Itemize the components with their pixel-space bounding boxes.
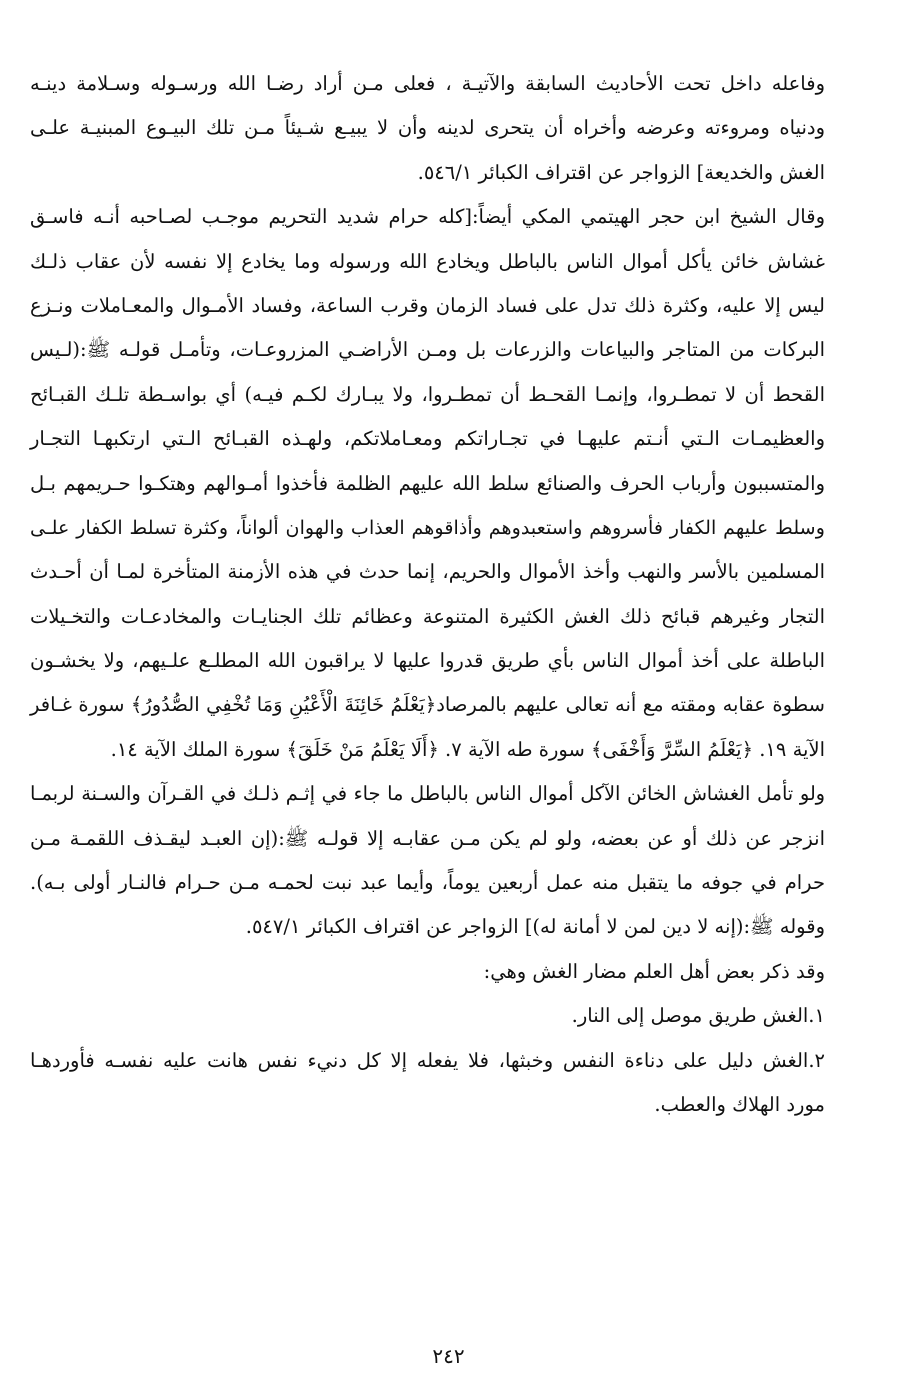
body-text <box>30 62 825 1127</box>
text-line: ولو تأمل الغشاش الخائن الآكل أموال الناس بالباطل ما جاء في إثـم ذلـك في القـرآن والسـنة لربمـا <box>30 782 825 806</box>
text-line: وسلط عليهم الكفار فأسروهم واستعبدوهم وأذاقوهم العذاب والهوان ألواناً، وكثرة تسلط الكفار علـى <box>30 515 825 539</box>
text-line: ودنياه ومروءته وعرضه وأخراه أن يتحرى لدينه وأن لا يبيـع شـيئاً مـن تلك البيـوع المبنيـة علـى <box>30 116 825 140</box>
text-line: وقد ذكر بعض أهل العلم مضار الغش وهي: <box>483 959 825 983</box>
text-line: المسلمين بالأسر والنهب وأخذ الأموال والحريم، إنما حدث في هذه الأزمنة المتأخرة لمـا أن أحـدث <box>30 560 825 584</box>
text-line: مورد الهلاك والعطب. <box>654 1092 825 1116</box>
text-line: والعظيمـات الـتي أنـتم عليهـا في تجـاراتكم ومعـاملاتكم، ولهـذه القبـائح الـتي ارتكبهـا التجـار <box>30 427 825 451</box>
text-line: والمتسببون وأرباب الحرف والصنائع سلط الله عليهم الظلمة فأخذوا أمـوالهم وهتكـوا حـريمهم بـل <box>30 471 825 495</box>
text-line: الغش والخديعة] الزواجر عن اقتراف الكبائر ٥٤٦/١. <box>417 160 825 184</box>
text-line: البركات من المتاجر والبياعات والزرعات بل ومـن الأراضـي المزروعـات، وتأمـل قولـه ﷺ:(لـيس <box>30 338 825 362</box>
list-item: ٢.الغش دليل على دناءة النفس وخبثها، فلا يفعله إلا كل دنيء نفس هانت عليه نفسـه فأوردهـا <box>30 1048 825 1072</box>
text-line: وفاعله داخل تحت الأحاديث السابقة والآتيـة ، فعلى مـن أراد رضـا الله ورسـوله وسـلامة دينـه <box>30 72 825 95</box>
text-line: وقال الشيخ ابن حجر الهيتمي المكي أيضاً:[كله حرام شديد التحريم موجـب لصـاحبه أنـه فاسـق <box>30 205 825 229</box>
text-line: غشاش خائن يأكل أموال الناس بالباطل ويخادع الله ورسوله وما يخادع إلا نفسه لأن عقاب ذلـك <box>30 249 825 273</box>
text-line: القحط أن لا تمطـروا، وإنمـا القحـط أن تمطـروا، ولا يبـارك لكـم فيـه) أي بواسـطة تلـك القبـائح <box>30 382 825 406</box>
text-line: وقوله ﷺ:(إنه لا دين لمن لا أمانة له)] الزواجر عن اقتراف الكبائر ٥٤٧/١. <box>245 915 825 939</box>
text-line: سطوة عقابه ومقته مع أنه تعالى عليهم بالمرصاد﴿يَعْلَمُ خَائِنَةَ الْأَعْيُنِ وَمَا تُخْفِي الصُّدُورُ﴾ سورة غـافر <box>30 693 825 717</box>
text-line: حرام في جوفه ما يتقبل منه عمل أربعين يوماً، وأيما عبد نبت لحمـه مـن حـرام فالنـار أولى بـه). <box>30 871 825 895</box>
text-line: الباطلة على أخذ أموال الناس بأي طريق قدروا عليها لا يراقبون الله المطلـع علـيهم، ولا يخشـون <box>30 649 825 673</box>
text-line: الآية ١٩. ﴿يَعْلَمُ السِّرَّ وَأَخْفَى﴾ سورة طه الآية ٧. ﴿أَلَا يَعْلَمُ مَنْ خَلَقَ﴾ سورة الملك الآية ١٤. <box>110 737 825 761</box>
text-line: ليس إلا عليه، وكثرة ذلك تدل على فساد الزمان وقرب الساعة، وفساد الأمـوال والمعـاملات ونـزع <box>30 293 825 317</box>
text-line: انزجر عن ذلك أو عن بعضه، ولو لم يكن مـن عقابـه إلا قولـه ﷺ:(إن العبـد ليقـذف اللقمـة مـن <box>30 826 825 850</box>
list-item: ١.الغش طريق موصل إلى النار. <box>571 1004 825 1028</box>
page-number: ٢٤٢ <box>432 1344 465 1368</box>
text-line: التجار وغيرهم قبائح ذلك الغش الكثيرة المتنوعة وعظائم تلك الجنايـات والمخادعـات والتخـيلات <box>30 604 825 628</box>
